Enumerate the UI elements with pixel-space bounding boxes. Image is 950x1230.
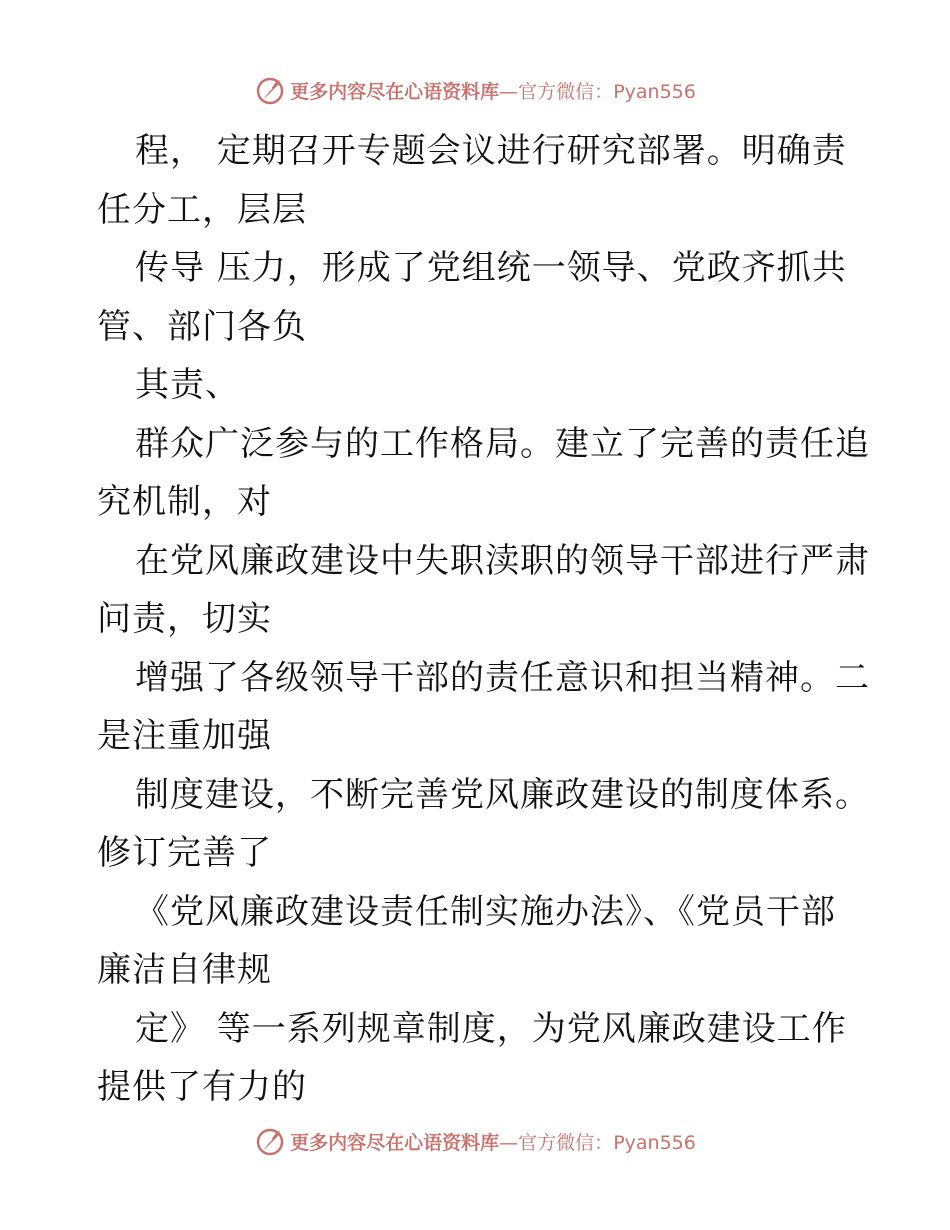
text-line: 是注重加强: [97, 716, 272, 756]
feather-logo-icon: [254, 74, 286, 106]
text-line: 问责，切实: [97, 599, 272, 639]
text-line: 管、部门各负: [97, 306, 307, 347]
footer-watermark: [0, 1121, 950, 1161]
text-line: 廉洁自律规: [97, 950, 272, 990]
text-line: 制度建设，不断完善党风廉政建设的制度体系。: [135, 774, 870, 815]
header-watermark: [0, 70, 950, 110]
text-line: 在党风廉政建设中失职渎职的领导干部进行严肃: [135, 540, 870, 581]
text-line: 其责、: [135, 365, 240, 405]
text-line: 定》 等一系列规章制度，为党风廉政建设工作: [135, 1008, 847, 1049]
watermark-text: 更多内容尽在心语资料库—官方微信：Pyan556: [290, 80, 696, 103]
text-line: 修订完善了: [97, 833, 272, 873]
watermark-text: 更多内容尽在心语资料库—官方微信：Pyan556: [290, 1131, 696, 1154]
text-line: 增强了各级领导干部的责任意识和担当精神。二: [135, 657, 870, 698]
text-line: 提供了有力的: [97, 1067, 307, 1107]
feather-logo-icon: [254, 1125, 286, 1157]
document-body: [97, 122, 870, 1117]
text-line: 群众广泛参与的工作格局。建立了完善的责任追: [135, 423, 870, 464]
text-line: 究机制，对: [97, 482, 272, 522]
text-line: 传导 压力，形成了党组统一领导、党政齐抓共: [135, 248, 847, 288]
text-line: 任分工，层层: [97, 189, 307, 230]
text-line: 程， 定期召开专题会议进行研究部署。明确责: [135, 131, 847, 171]
text-line: 《党风廉政建设责任制实施办法》、《党员干部: [135, 891, 836, 932]
